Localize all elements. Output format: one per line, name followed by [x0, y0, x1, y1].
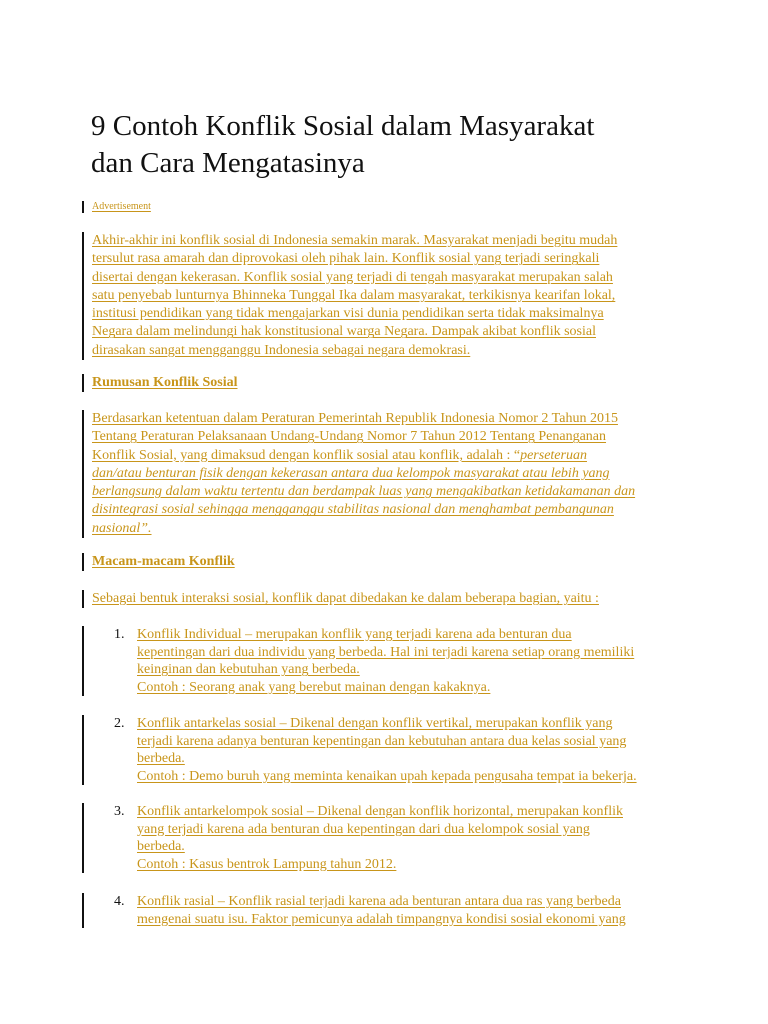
list-item-body [137, 715, 637, 785]
title-line: 9 Contoh Konflik Sosial dalam Masyarakat [91, 110, 595, 142]
paragraph-line [92, 447, 692, 465]
paragraph-line: Akhir-akhir ini konflik sosial di Indonesia semakin marak. Masyarakat menjadi begitu mudah [92, 233, 618, 248]
quote-line: nasional”. [92, 520, 152, 536]
list-line: Konflik rasial – Konflik rasial terjadi karena ada benturan antara dua ras yang berbeda [137, 894, 621, 909]
list-line: Konflik antarkelompok sosial – Dikenal dengan konflik horizontal, merupakan konflik [137, 804, 623, 819]
list-number: 2. [114, 716, 125, 731]
heading-label: Rumusan Konflik Sosial [92, 375, 238, 390]
list-line: berbeda. [137, 839, 185, 855]
quote-line: berlangsung dalam waktu tertentu dan berdampak luas yang mengakibatkan ketidakamanan dan [92, 484, 636, 500]
intro-paragraph[interactable] [82, 232, 692, 360]
list-item-body [137, 803, 623, 873]
quote-line: dan/atau benturan fisik dengan kekerasan antara dua kelompok masyarakat atau lebih yang [92, 465, 610, 481]
list-line: Contoh : Kasus bentrok Lampung tahun 2012. [137, 856, 397, 872]
advertisement-link[interactable] [82, 201, 151, 213]
list-line: yang terjadi karena ada benturan dua kepentingan dari dua kelompok sosial yang [137, 821, 590, 837]
macam-intro-paragraph[interactable] [82, 590, 692, 608]
list-item[interactable] [82, 893, 626, 928]
page-title [91, 108, 731, 182]
paragraph-line: disertai dengan kekerasan. Konflik sosial yang terjadi di tengah masyarakat merupakan salah [92, 269, 613, 285]
paragraph-line: institusi pendidikan yang tidak mengajarkan visi dunia pendidikan serta tidak maksimalnya [92, 306, 604, 322]
paragraph-line: Tentang Peraturan Pelaksanaan Undang-Undang Nomor 7 Tahun 2012 Tentang Penanganan [92, 429, 607, 445]
heading-label: Macam-macam Konflik [92, 554, 235, 569]
list-item-body [137, 626, 634, 696]
heading-macam-macam-konflik[interactable] [82, 553, 235, 571]
list-line: kepentingan dari dua individu yang berbeda. Hal ini terjadi karena setiap orang memiliki [137, 644, 635, 660]
list-line: terjadi karena adanya benturan kepentingan dan kebutuhan antara dua kelas sosial yang [137, 733, 627, 749]
paragraph-line: Negara dalam melindungi hak konstitusional warga Negara. Dampak akibat konflik sosial [92, 324, 596, 340]
list-number: 1. [114, 627, 125, 642]
list-item[interactable] [82, 715, 637, 785]
quote-start: perseteruan [520, 447, 587, 463]
list-line: Konflik Individual – merupakan konflik yang terjadi karena ada benturan dua [137, 627, 572, 642]
paragraph-line: Berdasarkan ketentuan dalam Peraturan Pemerintah Republik Indonesia Nomor 2 Tahun 2015 [92, 411, 618, 426]
list-line: berbeda. [137, 751, 185, 767]
paragraph-line: satu penyebab lunturnya Bhinneka Tunggal Ika dalam masyarakat, terkikisnya kearifan lokal, [92, 287, 616, 303]
list-line: Contoh : Demo buruh yang meminta kenaikan upah kepada pengusaha tempat ia bekerja. [137, 768, 637, 784]
heading-rumusan-konflik-sosial[interactable] [82, 374, 238, 392]
title-line: dan Cara Mengatasinya [91, 147, 365, 179]
list-line: Contoh : Seorang anak yang berebut mainan dengan kakaknya. [137, 679, 491, 695]
list-number: 4. [114, 894, 125, 909]
paragraph-line: tersulut rasa amarah dan diprovokasi oleh pihak lain. Konflik sosial yang terjadi seringkali [92, 251, 600, 267]
list-item-body [137, 893, 626, 928]
paragraph-text: Konflik Sosial, yang dimaksud dengan konflik sosial atau konflik, adalah : “ [92, 447, 521, 463]
list-line: Konflik antarkelas sosial – Dikenal dengan konflik vertikal, merupakan konflik yang [137, 716, 613, 731]
advertisement-label: Advertisement [92, 201, 151, 212]
list-item[interactable] [82, 626, 634, 696]
list-item[interactable] [82, 803, 623, 873]
list-number: 3. [114, 804, 125, 819]
list-line: mengenai suatu isu. Faktor pemicunya adalah timpangnya kondisi sosial ekonomi yang [137, 911, 626, 927]
paragraph-line: dirasakan sangat mengganggu Indonesia sebagai negara demokrasi. [92, 342, 471, 358]
quote-line: disintegrasi sosial sehingga mengganggu stabilitas nasional dan menghambat pembangunan [92, 502, 614, 518]
list-line: keinginan dan kebutuhan yang berbeda. [137, 662, 360, 678]
rumusan-paragraph[interactable] [82, 410, 692, 538]
paragraph-line: Sebagai bentuk interaksi sosial, konflik dapat dibedakan ke dalam beberapa bagian, yaitu : [92, 591, 599, 606]
